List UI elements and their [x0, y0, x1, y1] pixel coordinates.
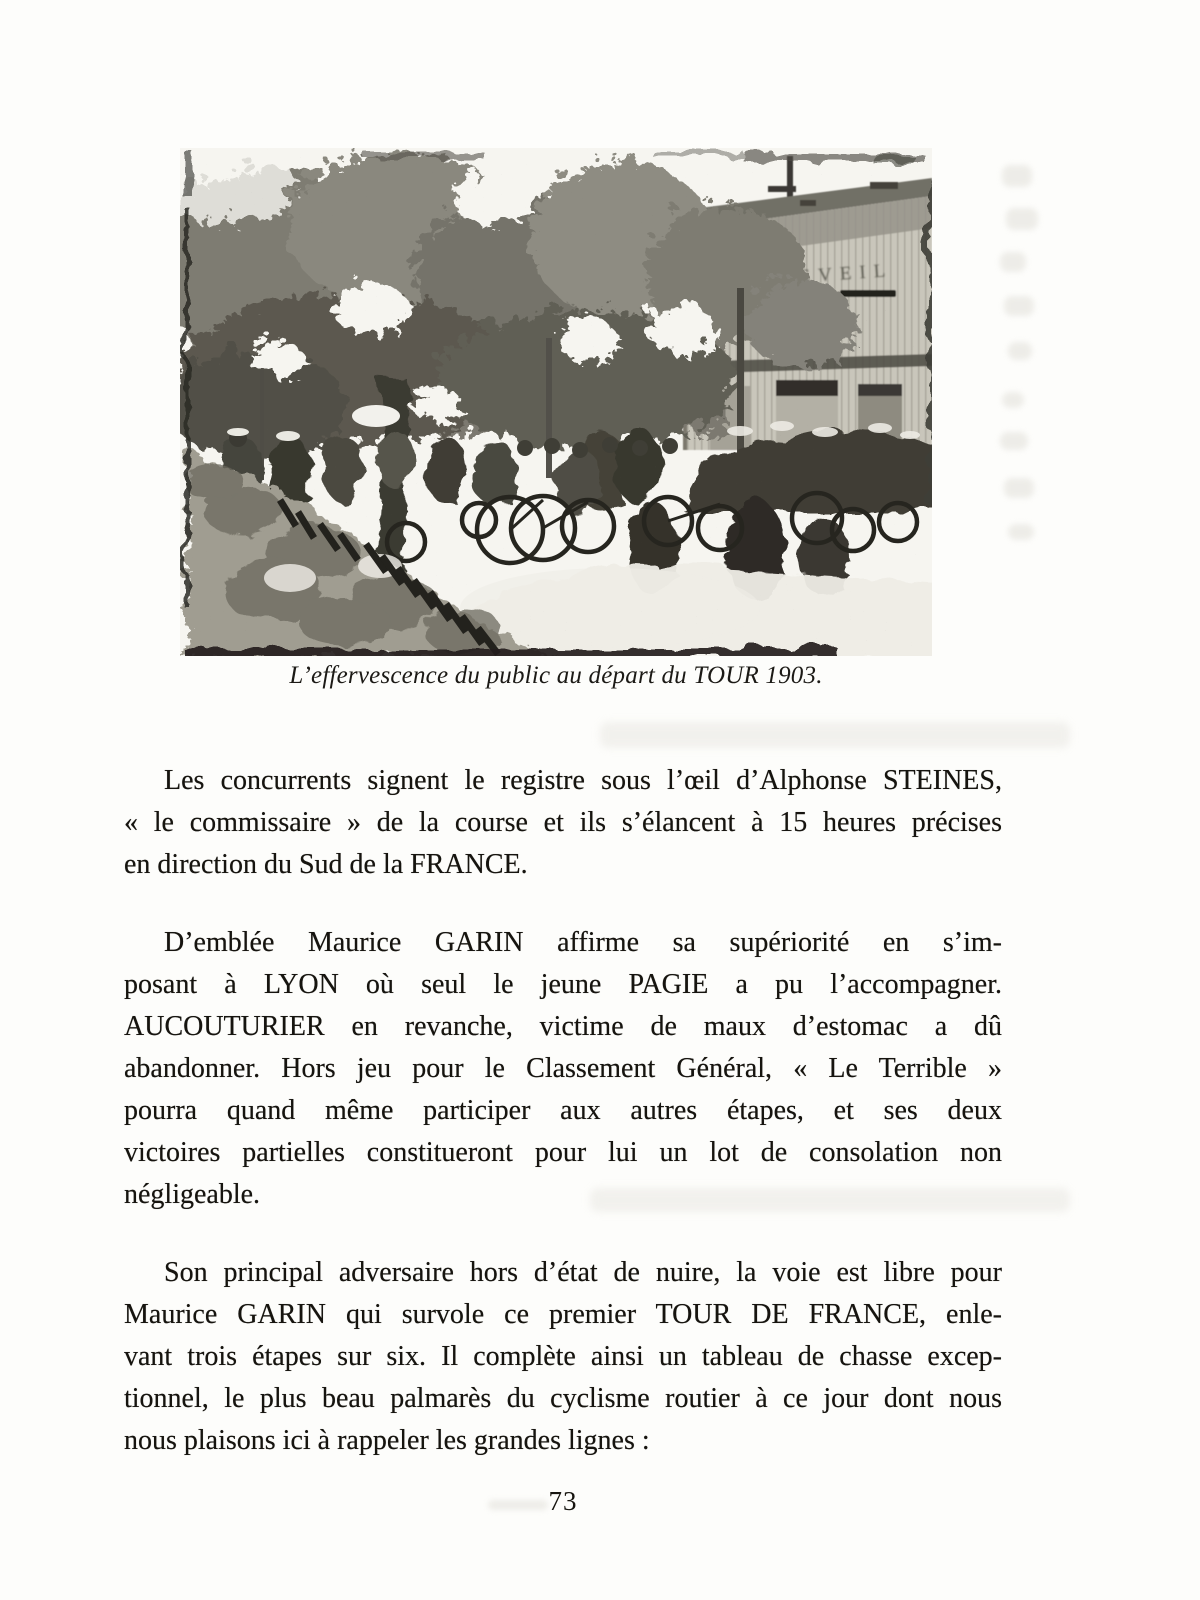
- text-line: Maurice GARIN qui survole ce premier TOUR DE FRANCE, enle-: [124, 1299, 1002, 1330]
- paragraph-3: [124, 1252, 1002, 1462]
- text-line: vant trois étapes sur six. Il complète ainsi un tableau de chasse excep-: [124, 1341, 1002, 1372]
- text-line: pourra quand même participer aux autres étapes, et ses deux: [124, 1095, 1002, 1126]
- page-number: 73: [548, 1486, 578, 1516]
- text-line: AUCOUTURIER en revanche, victime de maux d’estomac a dû: [124, 1011, 1002, 1042]
- text-line: abandonner. Hors jeu pour le Classement Général, « Le Terrible »: [124, 1053, 1002, 1084]
- bleedthrough-artifact: [1000, 432, 1028, 450]
- bleedthrough-artifact: [600, 722, 1070, 748]
- bleedthrough-artifact: [1002, 165, 1032, 187]
- bleedthrough-artifact: [1008, 524, 1034, 540]
- text-line: Son principal adversaire hors d’état de nuire, la voie est libre pour: [164, 1257, 1002, 1288]
- body-text: [124, 760, 1002, 1462]
- text-line: en direction du Sud de la FRANCE.: [124, 849, 528, 880]
- tour-1903-start-photo: [180, 148, 932, 656]
- photo-caption: L’effervescence du public au départ du TOUR 1903.: [289, 662, 823, 689]
- bleedthrough-artifact: [1000, 252, 1026, 272]
- text-line: D’emblée Maurice GARIN affirme sa supériorité en s’im-: [164, 927, 1002, 958]
- bleedthrough-artifact: [1008, 342, 1032, 360]
- text-line: victoires partielles constitueront pour lui un lot de consolation non: [124, 1137, 1002, 1168]
- text-line: nous plaisons ici à rappeler les grandes lignes :: [124, 1425, 650, 1456]
- text-line: « le commissaire » de la course et ils s’élancent à 15 heures précises: [124, 807, 1002, 838]
- bleedthrough-artifact: [1004, 478, 1034, 498]
- text-line: tionnel, le plus beau palmarès du cyclisme routier à ce jour dont nous: [124, 1383, 1002, 1414]
- text-line: Les concurrents signent le registre sous l’œil d’Alphonse STEINES,: [164, 765, 1002, 796]
- bleedthrough-artifact: [1002, 392, 1024, 408]
- paragraph-1: [124, 760, 1002, 886]
- bleedthrough-artifact: [1004, 296, 1034, 316]
- photo-grain-overlay: [180, 148, 932, 656]
- text-line: posant à LYON où seul le jeune PAGIE a pu l’accompagner.: [124, 969, 1002, 1000]
- paragraph-2: [124, 922, 1002, 1216]
- text-line: négligeable.: [124, 1179, 261, 1210]
- bleedthrough-artifact: [1006, 208, 1038, 230]
